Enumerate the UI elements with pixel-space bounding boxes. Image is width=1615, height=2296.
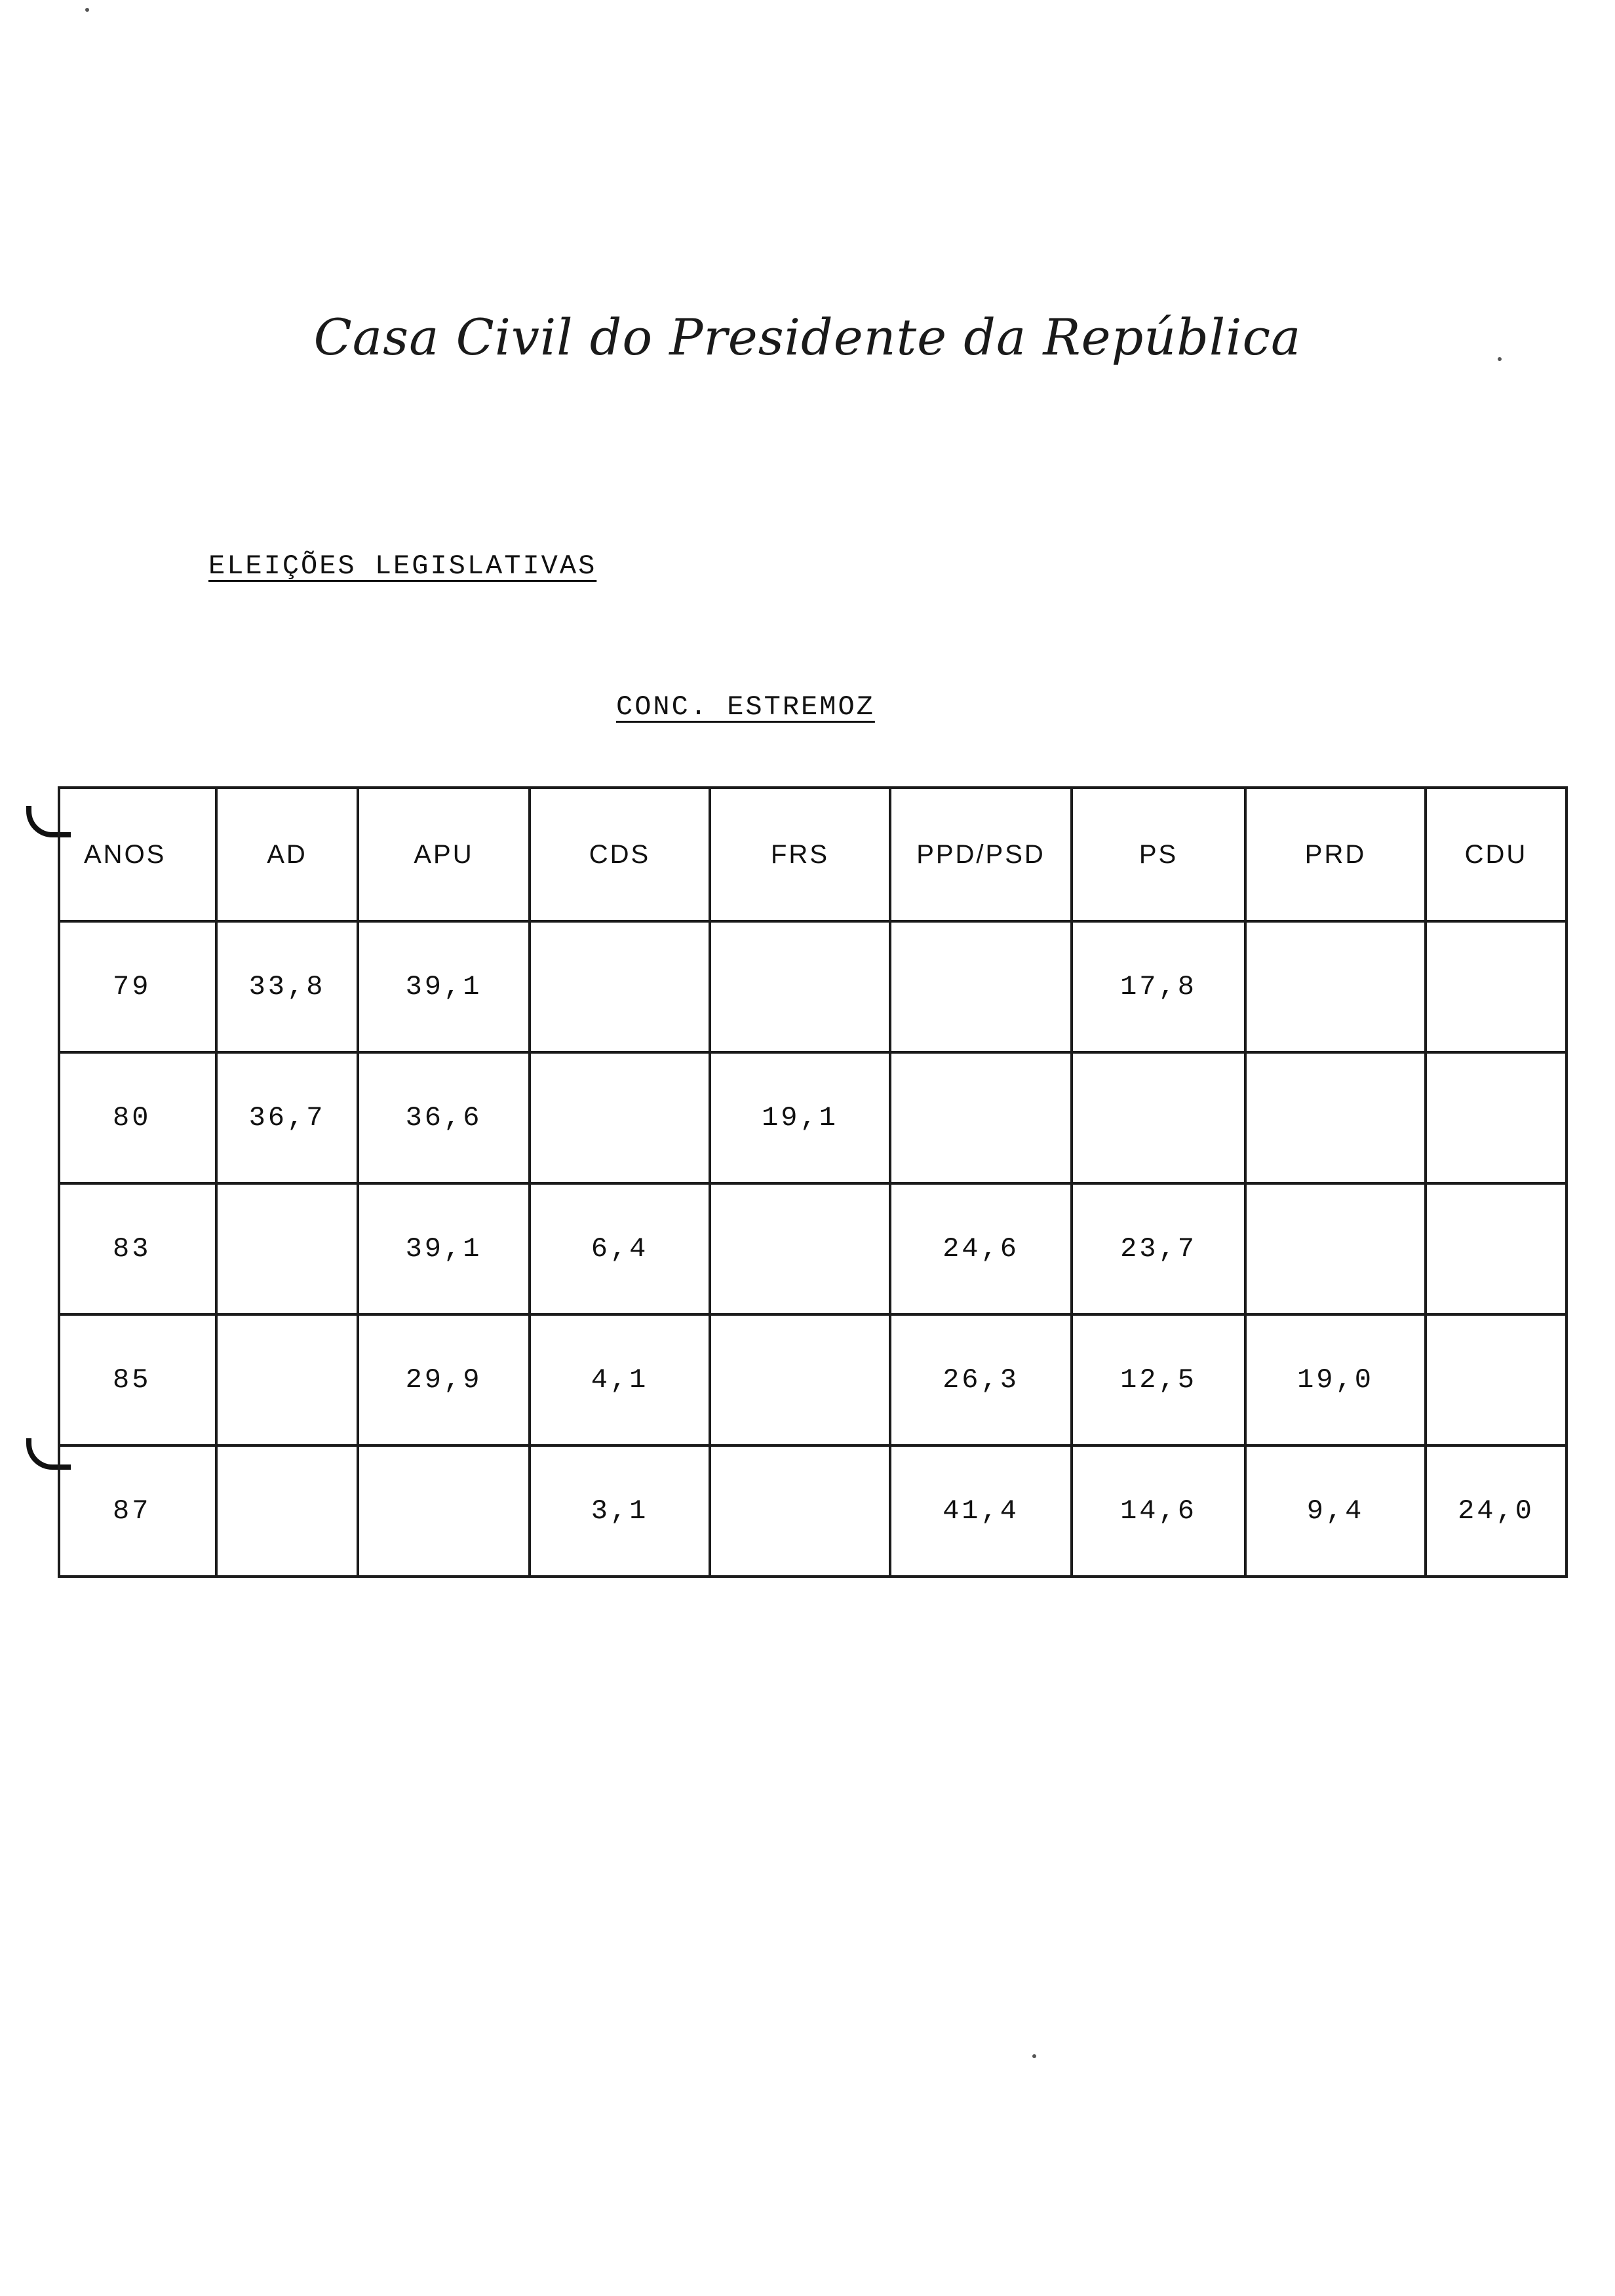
table-cell xyxy=(1426,921,1566,1052)
speck xyxy=(85,8,89,12)
table-cell: 24,6 xyxy=(890,1183,1072,1314)
table-cell: 24,0 xyxy=(1426,1445,1566,1577)
table-cell xyxy=(216,1183,358,1314)
table-cell: 39,1 xyxy=(358,1183,530,1314)
table-row xyxy=(59,1314,1566,1445)
page-subheading: CONC. ESTREMOZ xyxy=(616,691,875,723)
table-cell: 6,4 xyxy=(530,1183,710,1314)
table-row xyxy=(59,1445,1566,1577)
table-cell: 23,7 xyxy=(1072,1183,1245,1314)
table-cell: 83 xyxy=(59,1183,216,1314)
table-cell: 80 xyxy=(59,1052,216,1183)
table-cell xyxy=(890,921,1072,1052)
table-cell xyxy=(1426,1183,1566,1314)
column-header: PRD xyxy=(1245,788,1426,921)
table-cell xyxy=(1426,1314,1566,1445)
table-cell xyxy=(710,1183,890,1314)
table-cell xyxy=(1072,1052,1245,1183)
table-cell: 3,1 xyxy=(530,1445,710,1577)
table-cell xyxy=(530,921,710,1052)
table-cell xyxy=(216,1445,358,1577)
table-row xyxy=(59,1052,1566,1183)
table-cell: 85 xyxy=(59,1314,216,1445)
table-cell: 41,4 xyxy=(890,1445,1072,1577)
table-cell: 9,4 xyxy=(1245,1445,1426,1577)
column-header: PPD/PSD xyxy=(890,788,1072,921)
speck xyxy=(1498,357,1502,361)
table-cell xyxy=(890,1052,1072,1183)
table-cell: 39,1 xyxy=(358,921,530,1052)
table-cell xyxy=(530,1052,710,1183)
table-cell: 12,5 xyxy=(1072,1314,1245,1445)
table-cell: 4,1 xyxy=(530,1314,710,1445)
speck xyxy=(1032,2054,1036,2058)
table-cell xyxy=(710,921,890,1052)
table-cell xyxy=(1245,1183,1426,1314)
letterhead: Casa Civil do Presidente da República xyxy=(313,308,1302,366)
table-cell: 19,0 xyxy=(1245,1314,1426,1445)
table-cell: 36,7 xyxy=(216,1052,358,1183)
table-row xyxy=(59,921,1566,1052)
column-header: ANOS xyxy=(59,788,216,921)
table-header-row xyxy=(59,788,1566,921)
column-header: CDS xyxy=(530,788,710,921)
column-header: PS xyxy=(1072,788,1245,921)
column-header: FRS xyxy=(710,788,890,921)
election-results-table xyxy=(58,786,1568,1578)
table-cell xyxy=(710,1314,890,1445)
table-cell: 33,8 xyxy=(216,921,358,1052)
table-cell: 19,1 xyxy=(710,1052,890,1183)
table-cell xyxy=(1245,1052,1426,1183)
table-cell: 26,3 xyxy=(890,1314,1072,1445)
table-cell: 29,9 xyxy=(358,1314,530,1445)
table-cell: 17,8 xyxy=(1072,921,1245,1052)
column-header: AD xyxy=(216,788,358,921)
table-cell: 14,6 xyxy=(1072,1445,1245,1577)
table-cell xyxy=(358,1445,530,1577)
table-cell: 79 xyxy=(59,921,216,1052)
column-header: CDU xyxy=(1426,788,1566,921)
table-cell xyxy=(216,1314,358,1445)
table-cell xyxy=(1426,1052,1566,1183)
page-heading: ELEIÇÕES LEGISLATIVAS xyxy=(208,550,597,582)
table-cell: 36,6 xyxy=(358,1052,530,1183)
table-cell xyxy=(710,1445,890,1577)
table-cell: 87 xyxy=(59,1445,216,1577)
column-header: APU xyxy=(358,788,530,921)
table-cell xyxy=(1245,921,1426,1052)
table-row xyxy=(59,1183,1566,1314)
